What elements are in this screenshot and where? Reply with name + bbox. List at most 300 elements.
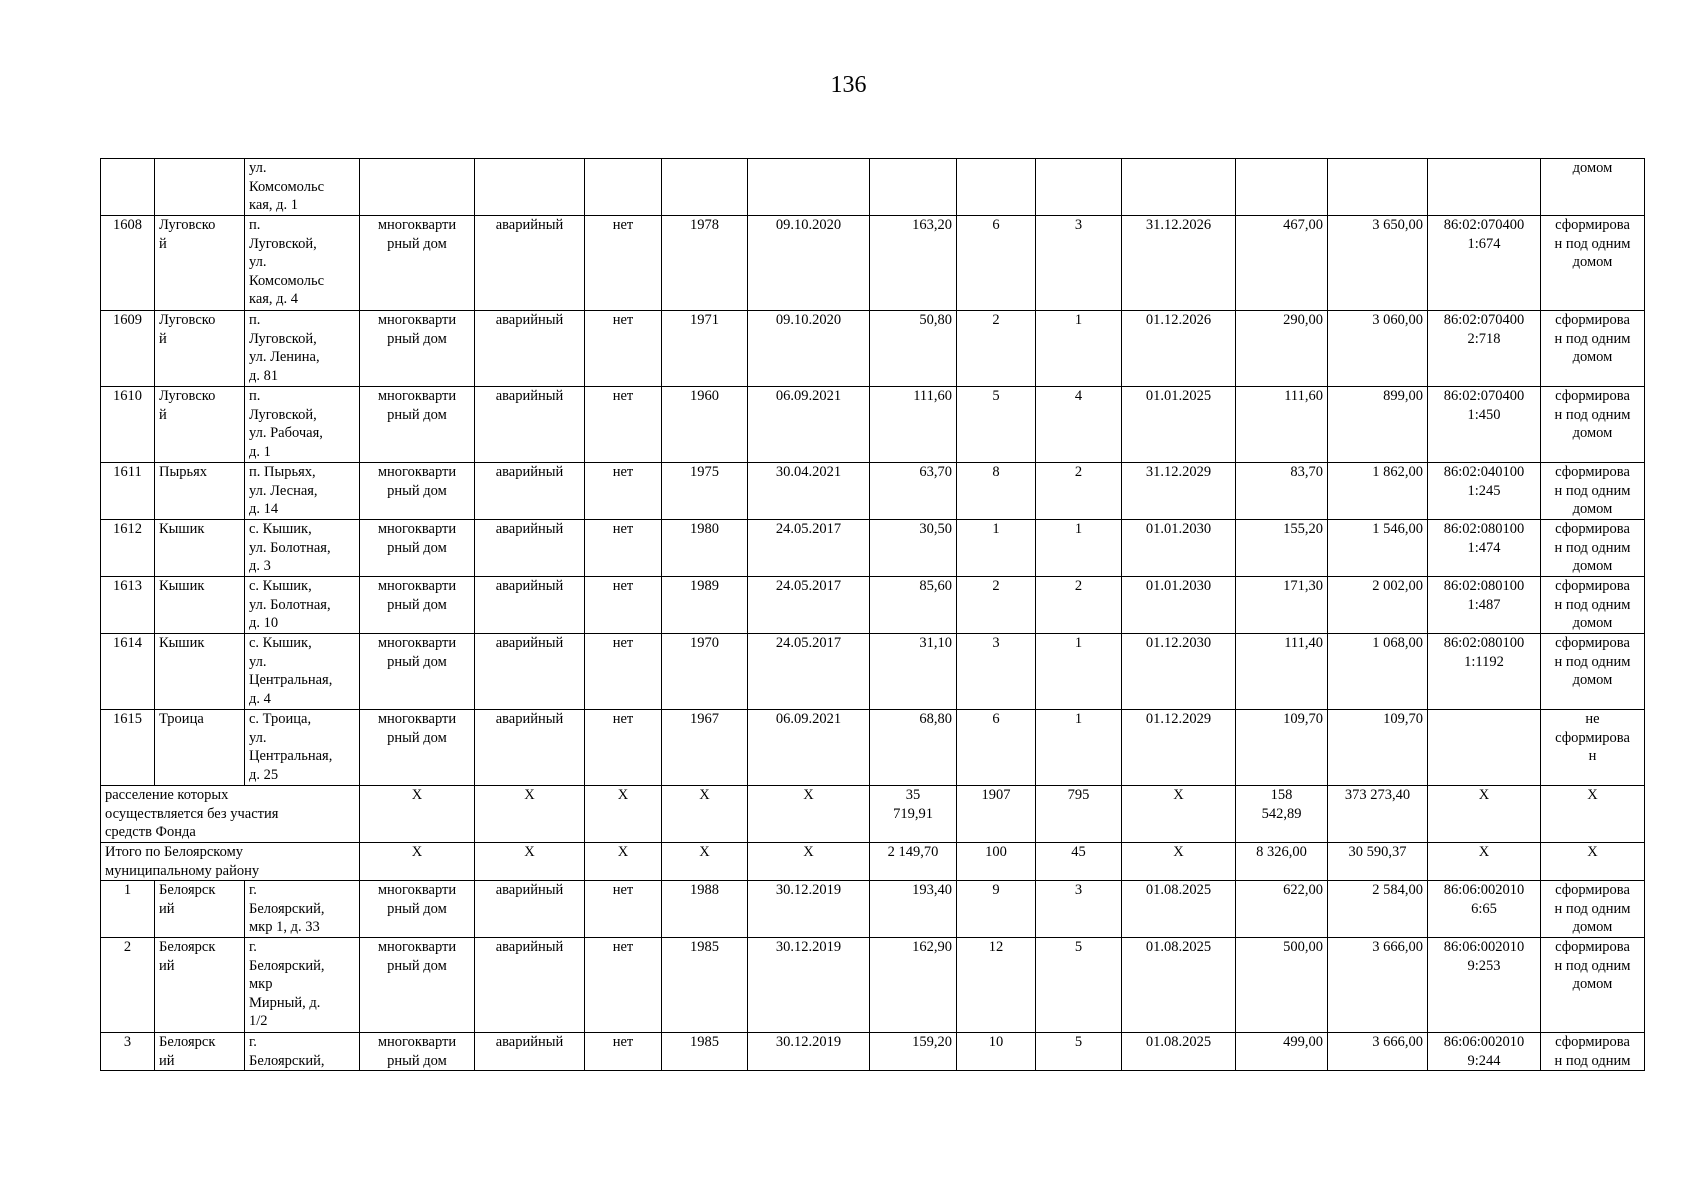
cell-year <box>662 311 748 387</box>
cell-land <box>1541 159 1645 216</box>
cell-text: 1970 <box>690 635 719 651</box>
summary-value <box>1036 786 1122 843</box>
cell-text: 5 <box>992 388 1000 404</box>
cell-area2 <box>1236 463 1328 520</box>
cell-text: 1608 <box>113 217 142 233</box>
cell-text: нет <box>612 464 634 480</box>
cell-year <box>662 634 748 710</box>
cell-text: 50,80 <box>919 312 952 328</box>
cell-text: 31,10 <box>919 635 952 651</box>
cell-text: с. Кышик, ул. Болотная, д. 3 <box>249 521 331 574</box>
cell-cnt1 <box>957 577 1036 634</box>
cell-text: 31.12.2026 <box>1145 217 1212 233</box>
summary-row-total-beloyarsky <box>101 843 1645 881</box>
summary-value-text: 30 590,37 <box>1348 844 1407 860</box>
cell-text: Пырьях <box>159 464 207 480</box>
cell-text: 111,60 <box>913 388 952 404</box>
cell-text: Белоярск ий <box>159 882 216 917</box>
cell-year <box>662 938 748 1033</box>
cell-area2 <box>1236 311 1328 387</box>
summary-value <box>1328 843 1428 881</box>
cell-text: сформирова н под одним домом <box>1554 578 1631 631</box>
cell-text: 2 <box>992 312 1000 328</box>
cell-text: Кышик <box>159 635 205 651</box>
cell-address <box>245 881 360 938</box>
cell-settlement <box>155 938 245 1033</box>
cell-text: г. Белоярский, мкр Мирный, д. 1/2 <box>249 939 325 1029</box>
table-row <box>101 881 1645 938</box>
cell-text: 06.09.2021 <box>775 388 842 404</box>
cell-cnt1 <box>957 710 1036 786</box>
summary-value-text: X <box>803 787 814 803</box>
cell-text: 09.10.2020 <box>775 312 842 328</box>
cell-land <box>1541 520 1645 577</box>
cell-text: с. Кышик, ул. Болотная, д. 10 <box>249 578 331 631</box>
cell-cnt1 <box>957 159 1036 216</box>
summary-value-text: 100 <box>985 844 1007 860</box>
cell-text: 68,80 <box>919 711 952 727</box>
cell-area <box>870 577 957 634</box>
cell-text: сформирова н под одним домом <box>1554 217 1631 270</box>
cell-text: многокварти рный дом <box>377 312 457 347</box>
cell-flag <box>585 1033 662 1071</box>
cell-text: нет <box>612 578 634 594</box>
cell-text: 85,60 <box>919 578 952 594</box>
cell-area2 <box>1236 520 1328 577</box>
summary-value <box>1122 786 1236 843</box>
cell-cnt2 <box>1036 881 1122 938</box>
cell-sum <box>1328 634 1428 710</box>
cell-sum <box>1328 159 1428 216</box>
cell-text: 2 584,00 <box>1372 882 1423 898</box>
cell-text: 1615 <box>113 711 142 727</box>
cell-text: многокварти рный дом <box>377 711 457 746</box>
cell-settlement <box>155 710 245 786</box>
cell-text: 10 <box>988 1034 1004 1050</box>
cell-cnt2 <box>1036 216 1122 311</box>
cell-settlement <box>155 159 245 216</box>
cell-text: 1980 <box>690 521 719 537</box>
table-row <box>101 463 1645 520</box>
cell-text: аварийный <box>495 635 564 651</box>
summary-value <box>475 843 585 881</box>
cell-type <box>360 1033 475 1071</box>
cell-cnt1 <box>957 634 1036 710</box>
cell-text: Кышик <box>159 578 205 594</box>
table-row <box>101 634 1645 710</box>
summary-value-text: 45 <box>1071 844 1086 860</box>
cell-text: 467,00 <box>1283 217 1323 233</box>
cell-date <box>748 311 870 387</box>
cell-text: 1 546,00 <box>1372 521 1423 537</box>
cell-text: 1 068,00 <box>1372 635 1423 651</box>
cell-no <box>101 387 155 463</box>
cell-text: многокварти рный дом <box>377 635 457 670</box>
cell-text: многокварти рный дом <box>377 939 457 974</box>
cell-deadline <box>1122 520 1236 577</box>
cell-area <box>870 938 957 1033</box>
cell-text: многокварти рный дом <box>377 1034 457 1069</box>
summary-label-text: расселение которых осуществляется без участия средств Фонда <box>105 787 279 840</box>
cell-cnt2 <box>1036 710 1122 786</box>
cell-text: 1612 <box>113 521 142 537</box>
cell-status <box>475 159 585 216</box>
cell-address <box>245 634 360 710</box>
cell-deadline <box>1122 311 1236 387</box>
cell-deadline <box>1122 159 1236 216</box>
page-number: 136 <box>830 72 867 98</box>
cell-text: 24.05.2017 <box>775 578 842 594</box>
cell-text: 83,70 <box>1290 464 1323 480</box>
cell-year <box>662 216 748 311</box>
cell-no <box>101 311 155 387</box>
cell-text: 1985 <box>690 939 719 955</box>
summary-value-text: X <box>1173 787 1184 803</box>
cell-status <box>475 387 585 463</box>
cell-cnt2 <box>1036 463 1122 520</box>
cell-text: 109,70 <box>1383 711 1423 727</box>
cell-text: 5 <box>1074 1034 1083 1050</box>
cell-no <box>101 938 155 1033</box>
table-body <box>101 159 1645 1071</box>
cell-text: 1 <box>1074 635 1083 651</box>
cell-text: 30.04.2021 <box>775 464 842 480</box>
cell-text: 163,20 <box>912 217 952 233</box>
cell-text: 1960 <box>690 388 719 404</box>
cell-sum <box>1328 577 1428 634</box>
cell-no <box>101 1033 155 1071</box>
cell-cnt2 <box>1036 634 1122 710</box>
cell-deadline <box>1122 634 1236 710</box>
cell-address <box>245 520 360 577</box>
cell-cnt2 <box>1036 159 1122 216</box>
table-row <box>101 1033 1645 1071</box>
cell-cnt2 <box>1036 1033 1122 1071</box>
cell-year <box>662 463 748 520</box>
cell-text: 86:06:002010 9:253 <box>1443 939 1525 974</box>
cell-address <box>245 1033 360 1071</box>
cell-cadastral <box>1428 634 1541 710</box>
summary-value <box>1236 786 1328 843</box>
cell-flag <box>585 881 662 938</box>
cell-text: п. Пырьях, ул. Лесная, д. 14 <box>249 464 318 517</box>
cell-area <box>870 216 957 311</box>
cell-no <box>101 577 155 634</box>
cell-type <box>360 216 475 311</box>
cell-sum <box>1328 520 1428 577</box>
cell-text: 1610 <box>113 388 142 404</box>
cell-text: 109,70 <box>1283 711 1323 727</box>
summary-value-text: X <box>617 787 629 803</box>
cell-land <box>1541 1033 1645 1071</box>
cell-flag <box>585 311 662 387</box>
cell-cnt1 <box>957 463 1036 520</box>
cell-area <box>870 159 957 216</box>
table-row <box>101 216 1645 311</box>
cell-deadline <box>1122 463 1236 520</box>
summary-value-text: 158 542,89 <box>1261 787 1302 822</box>
cell-sum <box>1328 311 1428 387</box>
cell-type <box>360 159 475 216</box>
cell-type <box>360 463 475 520</box>
cell-date <box>748 387 870 463</box>
cell-flag <box>585 577 662 634</box>
cell-area <box>870 387 957 463</box>
cell-deadline <box>1122 577 1236 634</box>
cell-text: 3 <box>123 1034 132 1050</box>
cell-flag <box>585 938 662 1033</box>
cell-sum <box>1328 710 1428 786</box>
cell-status <box>475 577 585 634</box>
cell-text: 1 <box>123 882 132 898</box>
cell-date <box>748 710 870 786</box>
cell-type <box>360 387 475 463</box>
cell-text: сформирова н под одним домом <box>1554 882 1631 935</box>
summary-value <box>870 786 957 843</box>
cell-deadline <box>1122 938 1236 1033</box>
cell-text: сформирова н под одним домом <box>1554 388 1631 441</box>
cell-text: 159,20 <box>912 1034 952 1050</box>
cell-text: 01.01.2025 <box>1145 388 1212 404</box>
cell-text: 3 <box>992 635 1000 651</box>
cell-area2 <box>1236 710 1328 786</box>
cell-settlement <box>155 463 245 520</box>
cell-cadastral <box>1428 216 1541 311</box>
cell-area <box>870 463 957 520</box>
cell-text: аварийный <box>495 388 564 404</box>
cell-text: 2 002,00 <box>1372 578 1423 594</box>
summary-value <box>585 843 662 881</box>
cell-text: 63,70 <box>919 464 952 480</box>
cell-text: г. Белоярский, <box>249 1034 325 1069</box>
summary-value <box>662 786 748 843</box>
cell-deadline <box>1122 387 1236 463</box>
cell-land <box>1541 216 1645 311</box>
cell-flag <box>585 159 662 216</box>
cell-status <box>475 881 585 938</box>
cell-text: 6 <box>992 217 1000 233</box>
cell-status <box>475 710 585 786</box>
summary-value <box>475 786 585 843</box>
cell-text: 01.08.2025 <box>1145 1034 1212 1050</box>
cell-no <box>101 159 155 216</box>
cell-text: 1989 <box>690 578 719 594</box>
cell-text: нет <box>612 521 634 537</box>
cell-area2 <box>1236 216 1328 311</box>
table-row <box>101 938 1645 1033</box>
cell-status <box>475 1033 585 1071</box>
cell-no <box>101 520 155 577</box>
summary-value <box>748 786 870 843</box>
cell-sum <box>1328 387 1428 463</box>
cell-text: сформирова н под одним домом <box>1554 312 1631 365</box>
summary-value-text: 8 326,00 <box>1256 844 1307 860</box>
cell-text: 06.09.2021 <box>775 711 842 727</box>
cell-text: 01.08.2025 <box>1145 882 1212 898</box>
cell-area <box>870 311 957 387</box>
cell-area2 <box>1236 387 1328 463</box>
cell-cadastral <box>1428 520 1541 577</box>
cell-text: многокварти рный дом <box>377 388 457 423</box>
cell-flag <box>585 216 662 311</box>
cell-address <box>245 216 360 311</box>
cell-text: домом <box>1572 160 1613 176</box>
summary-value <box>1541 843 1645 881</box>
cell-text: сформирова н под одним <box>1554 1034 1631 1069</box>
summary-value <box>360 843 475 881</box>
cell-deadline <box>1122 216 1236 311</box>
summary-value <box>662 843 748 881</box>
cell-text: сформирова н под одним домом <box>1554 635 1631 688</box>
cell-address <box>245 577 360 634</box>
cell-land <box>1541 634 1645 710</box>
table-row <box>101 520 1645 577</box>
cell-text: 01.01.2030 <box>1145 578 1212 594</box>
cell-text: 193,40 <box>912 882 952 898</box>
summary-value-text: X <box>699 787 710 803</box>
cell-flag <box>585 463 662 520</box>
cell-text: 2 <box>123 939 132 955</box>
cell-text: нет <box>612 217 634 233</box>
cell-text: 01.12.2026 <box>1145 312 1212 328</box>
cell-text: 1 <box>992 521 1000 537</box>
cell-text: нет <box>612 1034 634 1050</box>
cell-land <box>1541 938 1645 1033</box>
cell-address <box>245 311 360 387</box>
cell-area2 <box>1236 159 1328 216</box>
cell-text: п. Луговской, ул. Рабочая, д. 1 <box>249 388 323 460</box>
summary-value <box>870 843 957 881</box>
summary-value <box>1328 786 1428 843</box>
cell-sum <box>1328 881 1428 938</box>
cell-no <box>101 463 155 520</box>
cell-sum <box>1328 938 1428 1033</box>
cell-text: многокварти рный дом <box>377 882 457 917</box>
cell-cadastral <box>1428 387 1541 463</box>
summary-value-text: 1907 <box>981 787 1011 803</box>
cell-text: 86:02:070400 1:674 <box>1443 217 1525 252</box>
cell-no <box>101 634 155 710</box>
cell-text: 1614 <box>113 635 142 651</box>
summary-value-text: X <box>1173 844 1184 860</box>
cell-year <box>662 1033 748 1071</box>
cell-text: 1 <box>1074 711 1083 727</box>
cell-flag <box>585 387 662 463</box>
cell-date <box>748 634 870 710</box>
cell-area2 <box>1236 938 1328 1033</box>
cell-cnt2 <box>1036 938 1122 1033</box>
table-row <box>101 387 1645 463</box>
cell-settlement <box>155 1033 245 1071</box>
cell-text: 1985 <box>690 1034 719 1050</box>
cell-text: 1609 <box>113 312 142 328</box>
cell-address <box>245 159 360 216</box>
cell-text: 1 <box>1074 312 1083 328</box>
cell-text: нет <box>612 711 634 727</box>
cell-text: 499,00 <box>1283 1034 1323 1050</box>
cell-text: 2 <box>1074 578 1083 594</box>
cell-text: 155,20 <box>1283 521 1323 537</box>
cell-cnt2 <box>1036 520 1122 577</box>
summary-row-without-fund <box>101 786 1645 843</box>
cell-flag <box>585 520 662 577</box>
cell-area2 <box>1236 634 1328 710</box>
summary-value <box>957 786 1036 843</box>
cell-text: 111,40 <box>1284 635 1323 651</box>
cell-text: 30.12.2019 <box>775 882 842 898</box>
cell-text: 86:02:040100 1:245 <box>1443 464 1525 499</box>
cell-land <box>1541 577 1645 634</box>
cell-text: многокварти рный дом <box>377 464 457 499</box>
cell-text: 01.01.2030 <box>1145 521 1212 537</box>
cell-area2 <box>1236 881 1328 938</box>
cell-text: аварийный <box>495 521 564 537</box>
cell-land <box>1541 463 1645 520</box>
summary-value <box>957 843 1036 881</box>
summary-value-text: X <box>1478 787 1490 803</box>
cell-land <box>1541 881 1645 938</box>
cell-text: сформирова н под одним домом <box>1554 939 1631 992</box>
cell-text: 5 <box>1074 939 1083 955</box>
cell-text: п. Луговской, ул. Комсомольс кая, д. 4 <box>249 217 325 307</box>
cell-text: 3 <box>1074 217 1083 233</box>
cell-address <box>245 463 360 520</box>
cell-text: ул. Комсомольс кая, д. 1 <box>249 160 325 213</box>
summary-value-text: X <box>411 787 423 803</box>
cell-date <box>748 216 870 311</box>
cell-status <box>475 311 585 387</box>
cell-text: многокварти рный дом <box>377 521 457 556</box>
summary-value-text: X <box>1587 787 1598 803</box>
cell-text: 1613 <box>113 578 142 594</box>
summary-value <box>360 786 475 843</box>
cell-status <box>475 216 585 311</box>
cell-cadastral <box>1428 881 1541 938</box>
cell-text: 6 <box>992 711 1000 727</box>
cell-text: аварийный <box>495 312 564 328</box>
cell-text: Белоярск ий <box>159 1034 216 1069</box>
cell-status <box>475 938 585 1033</box>
summary-value <box>1541 786 1645 843</box>
cell-text: с. Троица, ул. Центральная, д. 25 <box>249 711 333 783</box>
summary-value-text: 795 <box>1067 787 1090 803</box>
cell-text: аварийный <box>495 217 564 233</box>
cell-sum <box>1328 1033 1428 1071</box>
cell-settlement <box>155 520 245 577</box>
summary-value <box>1428 843 1541 881</box>
cell-text: 1 862,00 <box>1372 464 1423 480</box>
summary-value <box>1428 786 1541 843</box>
cell-text: нет <box>612 882 634 898</box>
cell-text: 86:06:002010 9:244 <box>1443 1034 1525 1069</box>
table-row <box>101 710 1645 786</box>
cell-deadline <box>1122 881 1236 938</box>
summary-value-text: X <box>699 844 710 860</box>
cell-text: 30.12.2019 <box>775 1034 842 1050</box>
cell-text: 899,00 <box>1383 388 1423 404</box>
summary-value <box>585 786 662 843</box>
summary-value-text: X <box>617 844 629 860</box>
cell-cnt2 <box>1036 387 1122 463</box>
cell-text: г. Белоярский, мкр 1, д. 33 <box>249 882 325 935</box>
cell-text: аварийный <box>495 578 564 594</box>
cell-year <box>662 387 748 463</box>
cell-date <box>748 520 870 577</box>
cell-text: 86:02:070400 1:450 <box>1443 388 1525 423</box>
cell-area <box>870 1033 957 1071</box>
cell-text: 01.08.2025 <box>1145 939 1212 955</box>
cell-address <box>245 710 360 786</box>
